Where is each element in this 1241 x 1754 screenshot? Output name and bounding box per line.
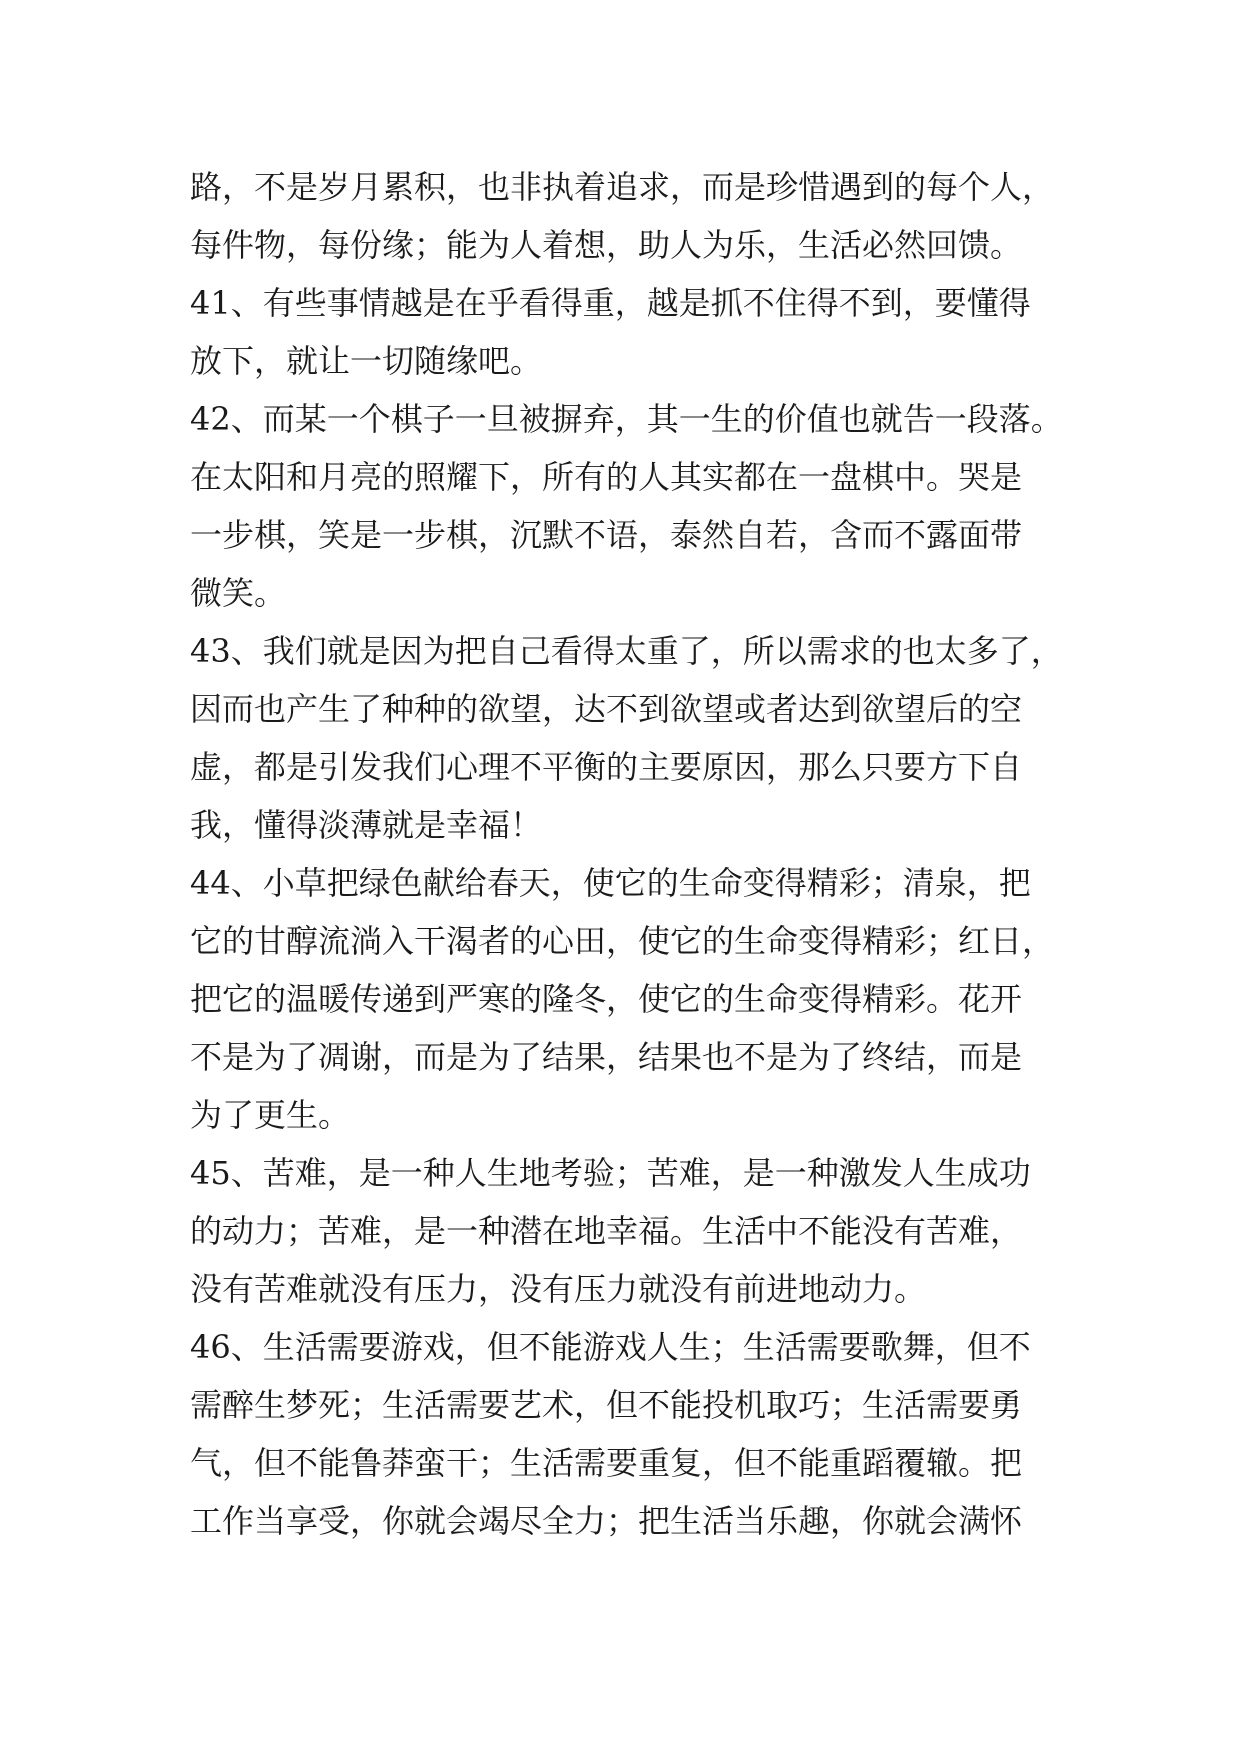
text-line: 放下，就让一切随缘吧。 (190, 342, 543, 380)
text-line: 的动力；苦难，是一种潜在地幸福。生活中不能没有苦难， (190, 1212, 1023, 1250)
text-line: 微笑。 (190, 574, 287, 612)
document-body (190, 158, 1070, 1550)
text-line: 在太阳和月亮的照耀下，所有的人其实都在一盘棋中。哭是 (190, 458, 1023, 496)
text-line: 46、生活需要游戏，但不能游戏人生；生活需要歌舞，但不 (190, 1328, 1031, 1366)
text-line: 我，懂得淡薄就是幸福！ (190, 806, 543, 844)
text-line: 虚，都是引发我们心理不平衡的主要原因，那么只要方下自 (190, 748, 1023, 786)
text-line: 因而也产生了种种的欲望，达不到欲望或者达到欲望后的空 (190, 690, 1023, 728)
text-line: 一步棋，笑是一步棋，沉默不语，泰然自若，含而不露面带 (190, 516, 1023, 554)
text-line: 没有苦难就没有压力，没有压力就没有前进地动力。 (190, 1270, 927, 1308)
text-line: 43、我们就是因为把自己看得太重了，所以需求的也太多了， (190, 632, 1063, 670)
text-line: 工作当享受，你就会竭尽全力；把生活当乐趣，你就会满怀 (190, 1502, 1023, 1540)
text-line: 每件物，每份缘；能为人着想，助人为乐，生活必然回馈。 (190, 226, 1023, 264)
text-line: 为了更生。 (190, 1096, 351, 1134)
text-line: 44、小草把绿色献给春天，使它的生命变得精彩；清泉，把 (190, 864, 1031, 902)
text-line: 气，但不能鲁莽蛮干；生活需要重复，但不能重蹈覆辙。把 (190, 1444, 1023, 1482)
text-line: 不是为了凋谢，而是为了结果，结果也不是为了终结，而是 (190, 1038, 1023, 1076)
text-line: 把它的温暖传递到严寒的隆冬，使它的生命变得精彩。花开 (190, 980, 1023, 1018)
text-line: 它的甘醇流淌入干渴者的心田，使它的生命变得精彩；红日， (190, 922, 1055, 960)
text-line: 41、有些事情越是在乎看得重，越是抓不住得不到，要懂得 (190, 284, 1031, 322)
text-line: 需醉生梦死；生活需要艺术，但不能投机取巧；生活需要勇 (190, 1386, 1023, 1424)
text-line: 45、苦难，是一种人生地考验；苦难，是一种激发人生成功 (190, 1154, 1031, 1192)
text-line: 42、而某一个棋子一旦被摒弃，其一生的价值也就告一段落。 (190, 400, 1063, 438)
text-line: 路，不是岁月累积，也非执着追求，而是珍惜遇到的每个人， (190, 168, 1055, 206)
